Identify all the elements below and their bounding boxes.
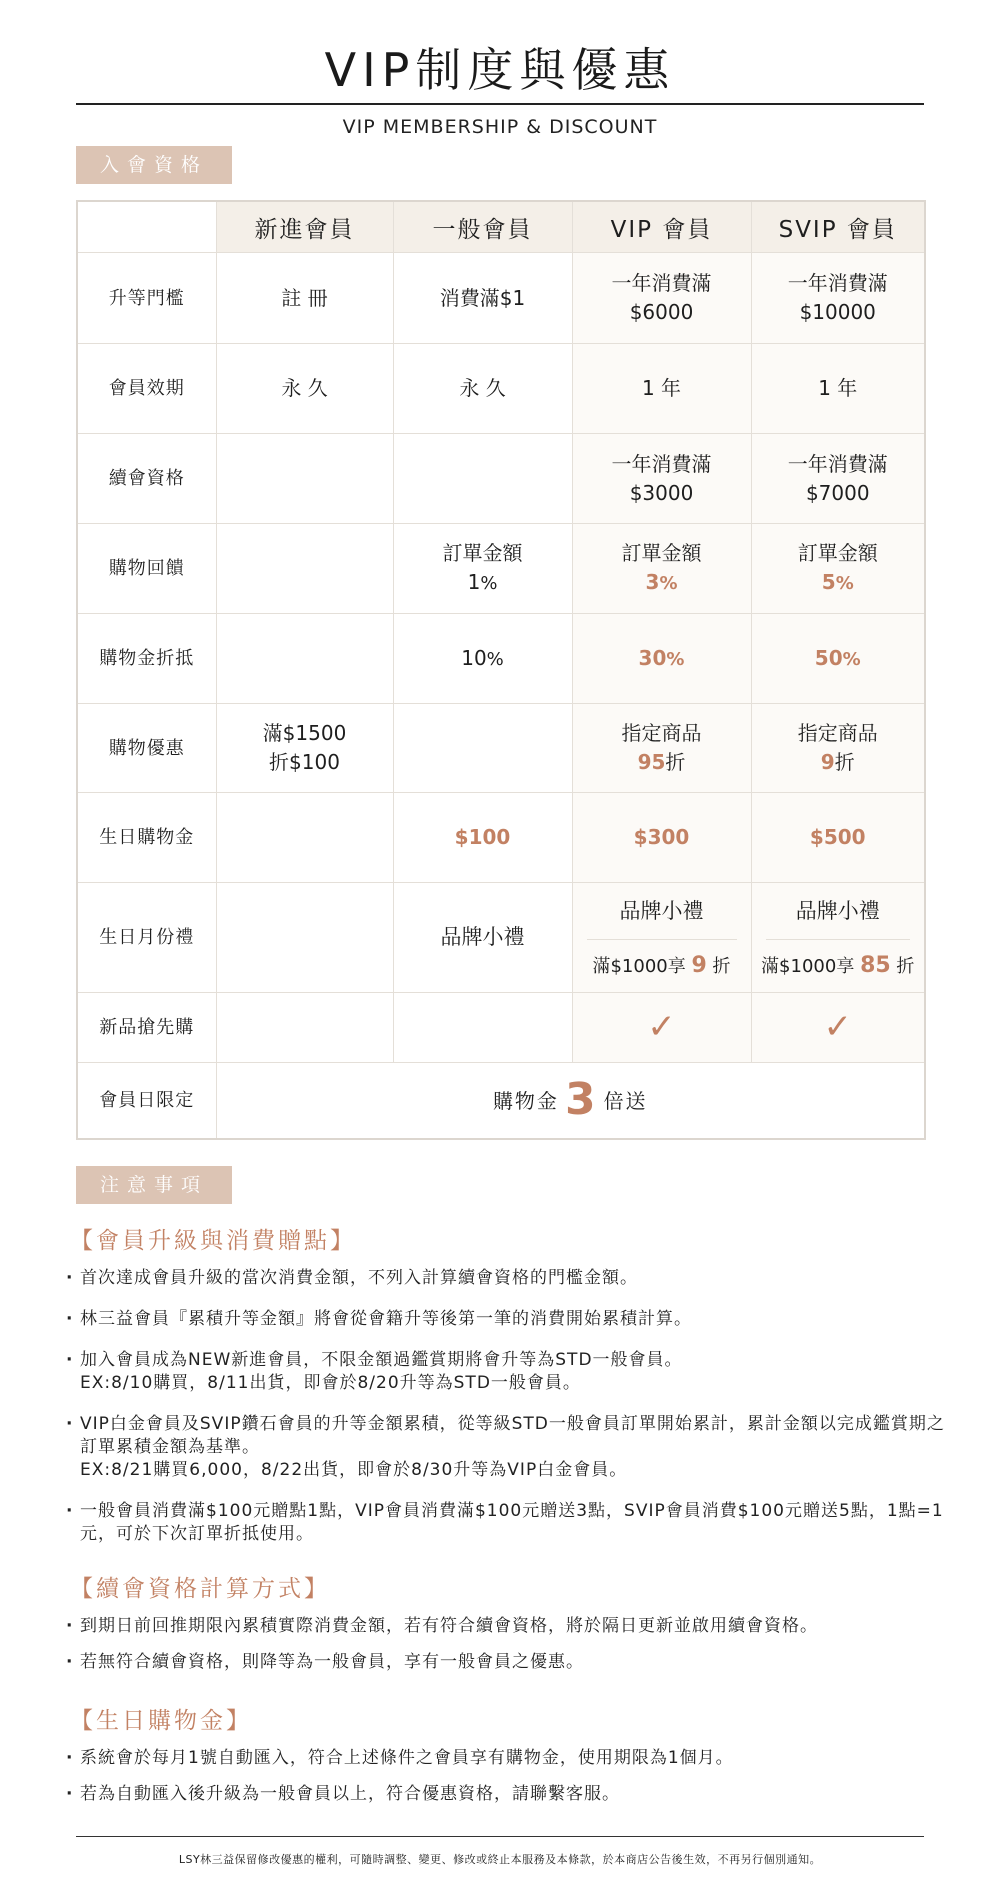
cell-discount-vip	[572, 704, 751, 793]
col-header-svip: SVIP 會員	[751, 201, 925, 253]
notes-list-birthday	[66, 1747, 946, 1819]
notes-heading-renewal: 【續會資格計算方式】	[70, 1576, 330, 1602]
cell-upgrade-svip	[751, 253, 925, 344]
cell-cashback-vip-value	[573, 568, 751, 598]
cell-renewal-new	[216, 434, 393, 524]
discount-vip-zhe: 折	[665, 750, 686, 774]
cell-cashback-svip-line1: 訂單金額	[797, 541, 878, 565]
cell-bdgift-vip	[572, 883, 751, 993]
cell-discount-svip	[751, 704, 925, 793]
row-label-validity: 會員效期	[77, 344, 216, 434]
membership-table	[76, 200, 926, 1140]
bdgift-svip-cond-text: 滿$1000享	[761, 956, 855, 977]
list-item: · 首次達成會員升級的當次消費金額，不列入計算續會資格的門檻金額。	[66, 1267, 946, 1290]
list-item: · VIP白金會員及SVIP鑽石會員的升等金額累積，從等級STD一般會員訂單開始累計，累計金額以完成鑑賞期之訂單累積金額為基準。 EX:8/21購買6,000，8/22出貨，即會於8/30升等為VIP白金會員。	[66, 1413, 946, 1482]
row-label-credit-offset: 購物金折抵	[77, 614, 216, 704]
cell-renewal-svip-line1: 一年消費滿	[787, 451, 888, 476]
list-item: · 一般會員消費滿$100元贈點1點，VIP會員消費滿$100元贈送3點，SVIP會員消費$100元贈送5點，1點=1元，可於下次訂單折抵使用。	[66, 1500, 946, 1546]
cell-cashback-svip	[751, 524, 925, 614]
table-row-validity	[77, 344, 925, 434]
notes-heading-birthday: 【生日購物金】	[70, 1708, 252, 1734]
cell-cashback-std-value	[394, 568, 572, 598]
bdgift-vip-number: 9	[691, 953, 707, 978]
cell-offset-new	[216, 614, 393, 704]
cell-discount-new-line1: 滿$1500	[262, 721, 347, 745]
cashback-vip-pct: %	[659, 573, 678, 594]
offset-std-number: 10	[461, 645, 487, 670]
cell-cashback-new	[216, 524, 393, 614]
table-row-upgrade	[77, 253, 925, 344]
cell-bdgift-std: 品牌小禮	[393, 883, 572, 993]
member-day-post: 倍送	[603, 1088, 648, 1113]
table-row-credit-offset	[77, 614, 925, 704]
offset-svip-number: 50	[814, 645, 843, 670]
cell-cashback-std	[393, 524, 572, 614]
cashback-vip-number: 3	[645, 570, 660, 594]
cell-validity-svip: 1 年	[751, 344, 925, 434]
table-corner-cell	[77, 201, 216, 253]
cell-bdcredit-vip: $300	[572, 793, 751, 883]
cell-bdgift-svip	[751, 883, 925, 993]
cashback-std-number: 1	[467, 570, 481, 594]
discount-svip-zhe: 折	[834, 750, 855, 774]
cell-preorder-std	[393, 993, 572, 1063]
cell-discount-new-line2: 折$100	[269, 750, 340, 774]
cell-discount-std	[393, 704, 572, 793]
cell-validity-vip: 1 年	[572, 344, 751, 434]
cell-renewal-svip-line2: $7000	[805, 480, 870, 505]
cell-bdgift-new	[216, 883, 393, 993]
row-label-upgrade: 升等門檻	[77, 253, 216, 344]
col-header-std: 一般會員	[393, 201, 572, 253]
cell-renewal-std	[393, 434, 572, 524]
cell-discount-vip-value	[573, 748, 751, 777]
bdgift-vip-gift: 品牌小禮	[587, 883, 737, 940]
table-row-discount	[77, 704, 925, 793]
title-divider	[76, 103, 924, 105]
list-item: · 到期日前回推期限內累積實際消費金額，若有符合續會資格，將於隔日更新並啟用續會資格。	[66, 1615, 946, 1638]
cell-discount-svip-line1: 指定商品	[797, 721, 878, 745]
cashback-svip-pct: %	[835, 573, 854, 594]
page-title: VIP制度與優惠	[324, 43, 676, 97]
cell-renewal-vip	[572, 434, 751, 524]
row-label-cashback: 購物回饋	[77, 524, 216, 614]
cell-validity-std: 永 久	[393, 344, 572, 434]
cell-bdcredit-svip: $500	[751, 793, 925, 883]
bdgift-vip-cond-text: 滿$1000享	[592, 956, 686, 977]
offset-svip-pct: %	[842, 648, 861, 670]
row-label-discount: 購物優惠	[77, 704, 216, 793]
table-row-cashback	[77, 524, 925, 614]
cell-cashback-vip-line1: 訂單金額	[621, 541, 702, 565]
table-row-preorder	[77, 993, 925, 1063]
bdgift-vip-condition	[573, 940, 751, 992]
bdgift-svip-condition	[752, 940, 925, 992]
notes-list-renewal	[66, 1615, 946, 1687]
cell-preorder-vip	[572, 993, 751, 1063]
cell-offset-std	[393, 614, 572, 704]
bdgift-svip-zhe: 折	[896, 956, 915, 977]
cell-preorder-svip	[751, 993, 925, 1063]
offset-std-pct: %	[486, 648, 504, 670]
cell-offset-svip	[751, 614, 925, 704]
table-row-member-day	[77, 1063, 925, 1139]
cell-renewal-vip-line1: 一年消費滿	[611, 451, 712, 476]
cell-cashback-std-line1: 訂單金額	[442, 541, 523, 565]
table-row-birthday-credit	[77, 793, 925, 883]
member-day-multiplier: 3	[564, 1073, 598, 1125]
notes-section-tag: 注意事項	[76, 1166, 232, 1204]
row-label-member-day: 會員日限定	[77, 1063, 216, 1139]
cell-upgrade-svip-line1: 一年消費滿	[787, 271, 888, 295]
cell-discount-new	[216, 704, 393, 793]
check-icon: ✓	[823, 1006, 852, 1047]
membership-section-tag: 入會資格	[76, 146, 232, 184]
cell-cashback-svip-value	[752, 568, 925, 598]
table-header-row	[77, 201, 925, 253]
list-item: · 若無符合續會資格，則降等為一般會員，享有一般會員之優惠。	[66, 1651, 946, 1674]
cell-preorder-new	[216, 993, 393, 1063]
bdgift-vip-zhe: 折	[712, 956, 731, 977]
row-label-renewal: 續會資格	[77, 434, 216, 524]
cell-discount-svip-value	[752, 748, 925, 777]
row-label-birthday-gift: 生日月份禮	[77, 883, 216, 993]
bdgift-svip-number: 85	[860, 953, 891, 978]
offset-vip-pct: %	[666, 648, 685, 670]
cell-cashback-vip	[572, 524, 751, 614]
cell-validity-new: 永 久	[216, 344, 393, 434]
list-item: · 系統會於每月1號自動匯入，符合上述條件之會員享有購物金，使用期限為1個月。	[66, 1747, 946, 1770]
offset-vip-number: 30	[638, 645, 667, 670]
cell-upgrade-vip	[572, 253, 751, 344]
cell-discount-vip-line1: 指定商品	[621, 721, 702, 745]
notes-list-upgrade	[66, 1267, 946, 1564]
bdgift-svip-gift: 品牌小禮	[766, 883, 911, 940]
row-label-birthday-credit: 生日購物金	[77, 793, 216, 883]
col-header-vip: VIP 會員	[572, 201, 751, 253]
list-item: · 加入會員成為NEW新進會員，不限金額過鑑賞期將會升等為STD一般會員。 EX:8/10購買，8/11出貨，即會於8/20升等為STD一般會員。	[66, 1349, 946, 1395]
cashback-svip-number: 5	[821, 570, 836, 594]
member-day-pre: 購物金	[492, 1088, 559, 1113]
discount-svip-number: 9	[820, 750, 835, 774]
cell-upgrade-vip-line2: $6000	[629, 300, 694, 324]
row-label-preorder: 新品搶先購	[77, 993, 216, 1063]
cell-renewal-vip-line2: $3000	[629, 480, 694, 505]
table-row-birthday-gift	[77, 883, 925, 993]
cell-upgrade-new: 註 冊	[216, 253, 393, 344]
footer-disclaimer: LSY林三益保留修改優惠的權利，可隨時調整、變更、修改或終止本服務及本條款，於本商店公告後生效，不再另行個別通知。	[178, 1853, 822, 1866]
notes-heading-upgrade: 【會員升級與消費贈點】	[70, 1228, 356, 1254]
cashback-std-pct: %	[480, 573, 498, 594]
list-item: · 林三益會員『累積升等金額』將會從會籍升等後第一筆的消費開始累積計算。	[66, 1308, 946, 1331]
cell-upgrade-vip-line1: 一年消費滿	[611, 271, 712, 295]
cell-member-day	[216, 1063, 925, 1139]
discount-vip-number: 95	[637, 750, 666, 774]
table-row-renewal	[77, 434, 925, 524]
cell-bdcredit-std: $100	[393, 793, 572, 883]
check-icon: ✓	[647, 1006, 676, 1047]
list-item: · 若為自動匯入後升級為一般會員以上，符合優惠資格，請聯繫客服。	[66, 1783, 946, 1806]
cell-upgrade-std: 消費滿$1	[393, 253, 572, 344]
footer-divider	[76, 1836, 924, 1837]
cell-offset-vip	[572, 614, 751, 704]
cell-upgrade-svip-line2: $10000	[799, 300, 876, 324]
cell-bdcredit-new	[216, 793, 393, 883]
page-subtitle: VIP MEMBERSHIP & DISCOUNT	[342, 116, 658, 138]
cell-renewal-svip	[751, 434, 925, 524]
col-header-new: 新進會員	[216, 201, 393, 253]
